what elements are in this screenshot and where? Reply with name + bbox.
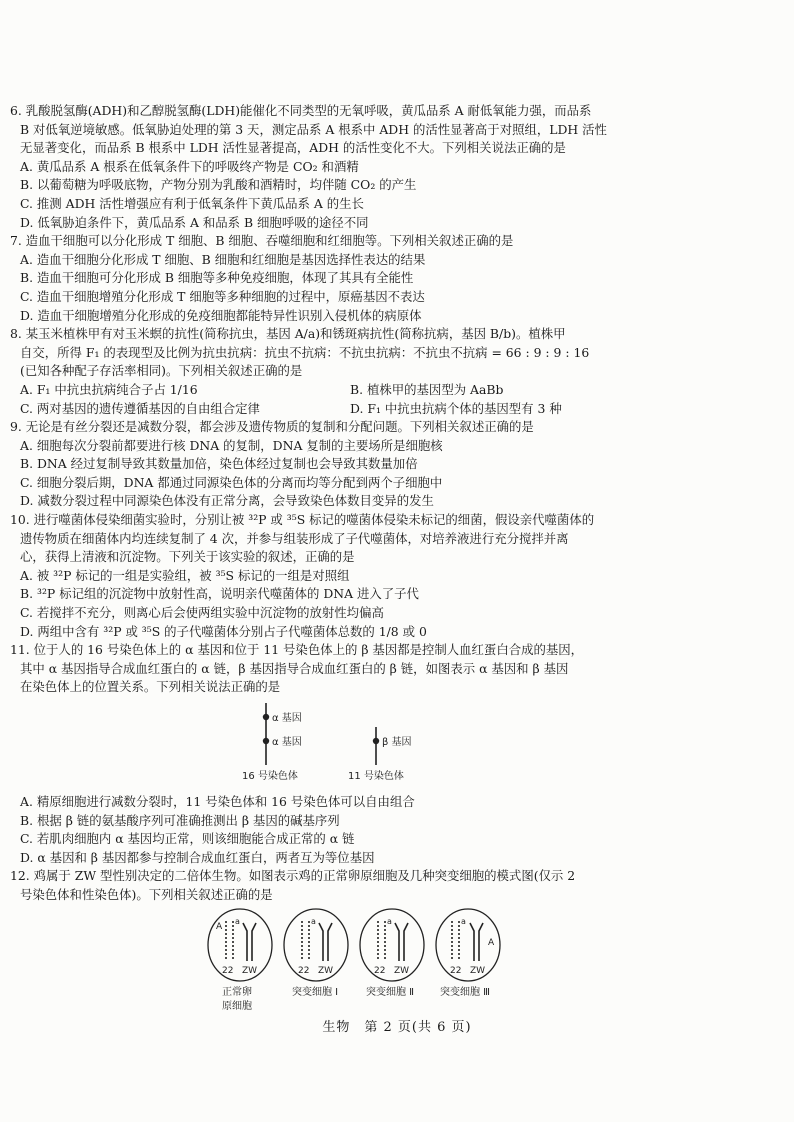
cell-caption: 突变细胞 Ⅱ [366,986,415,998]
question-10-stem-line: 10. 进行噬菌体侵染细菌实验时，分别让被 ³²P 或 ³⁵S 标记的噬菌体侵染未标记的细菌，假设亲代噬菌体的 [10,512,595,528]
question-8-option-b: B. 植株甲的基因型为 AaBb [350,381,504,397]
question-11-option-a: A. 精原细胞进行减数分裂时，11 号染色体和 16 号染色体可以自由组合 [20,794,415,809]
question-6-option-b: B. 以葡萄糖为呼吸底物，产物分别为乳酸和酒精时，均伴随 CO₂ 的产生 [20,177,417,193]
question-8-stem-line: 8. 某玉米植株甲有对玉米螟的抗性(简称抗虫，基因 A/a)和锈斑病抗性(简称抗病，基因 B/b)。植株甲 [10,326,566,342]
cell-normal-oogonium [208,909,272,1012]
chromosome-22-label: 22 [298,965,310,976]
sex-chromosome-label: ZW [470,965,486,976]
beta-gene-label: β 基因 [382,737,412,748]
question-6-stem-line: B 对低氧逆境敏感。低氧胁迫处理的第 3 天，测定品系 A 根系中 ADH 的活性显著高于对照组，LDH 活性 [20,121,607,137]
alpha-gene-label: α 基因 [272,713,302,724]
question-10-stem-line: 心，获得上清液和沉淀物。下列关于该实验的叙述，正确的是 [20,549,355,565]
beta-gene-marker [373,738,379,744]
sex-chromosome-label: ZW [242,965,258,976]
question-6-option-d: D. 低氧胁迫条件下，黄瓜品系 A 和品系 B 细胞呼吸的途径不同 [20,214,369,230]
question-6-option-c: C. 推测 ADH 活性增强应有利于低氧条件下黄瓜品系 A 的生长 [20,195,364,211]
cell-caption: 原细胞 [222,1000,252,1012]
question-12-stem-line: 12. 鸡属于 ZW 型性别决定的二倍体生物。如图表示鸡的正常卵原细胞及几种突变细胞的模式图(仅示 2 [10,868,576,884]
question-6-option-a: A. 黄瓜品系 A 根系在低氧条件下的呼吸终产物是 CO₂ 和酒精 [20,158,359,174]
question-7-option-c: C. 造血干细胞增殖分化形成 T 细胞等多种细胞的过程中，原癌基因不表达 [20,288,425,304]
question-12 [10,867,780,1014]
question-8-options-row [20,400,780,419]
cell-caption: 突变细胞 Ⅲ [440,986,491,998]
question-9-option-d: D. 减数分裂过程中同源染色体没有正常分离，会导致染色体数目变异的发生 [20,493,434,509]
question-9-option-c: C. 细胞分裂后期，DNA 都通过同源染色体的分离而均等分配到两个子细胞中 [20,474,443,490]
question-11-option-d: D. α 基因和 β 基因都参与控制合成血红蛋白，两者互为等位基因 [20,849,375,865]
question-8-stem-line: 自交，所得 F₁ 的表现型及比例为抗虫抗病：抗虫不抗病：不抗虫抗病：不抗虫不抗病 = 66 : 9 : 9 : 16 [20,344,590,360]
chromosome-11-caption: 11 号染色体 [348,771,404,782]
cell-caption: 突变细胞 Ⅰ [292,986,339,998]
question-6-stem-line: 无显著变化，而品系 B 根系中 LDH 活性显著提高，ADH 的活性变化不大。下列相关说法正确的是 [20,140,566,156]
cell-diagram [10,905,780,1015]
question-8 [10,325,780,418]
chromosome-22-label: 22 [222,965,234,976]
question-10-option-a: A. 被 ³²P 标记的一组是实验组，被 ³⁵S 标记的一组是对照组 [20,567,350,583]
question-6-stem-line: 6. 乳酸脱氢酶(ADH)和乙醇脱氢酶(LDH)能催化不同类型的无氧呼吸，黄瓜品系 A 耐低氧能力强，而品系 [10,103,592,118]
page-content [10,102,780,1015]
question-10 [10,511,780,641]
cell-caption: 正常卵 [222,986,252,998]
question-7-option-b: B. 造血干细胞可分化形成 B 细胞等多种免疫细胞，体现了其具有全能性 [20,270,414,286]
question-11-stem-line: 其中 α 基因指导合成血红蛋白的 α 链，β 基因指导合成血红蛋白的 β 链，如图表示 α 基因和 β 基因 [20,660,569,676]
question-12-stem-line: 号染色体和性染色体)。下列相关叙述正确的是 [20,886,273,902]
cell-mutant-2 [360,909,424,998]
alpha-gene-marker [263,714,269,720]
chromosome-figure [10,697,780,793]
question-8-option-d: D. F₁ 中抗虫抗病个体的基因型有 3 种 [350,400,562,416]
question-7-option-a: A. 造血干细胞分化形成 T 细胞、B 细胞和红细胞是基因选择性表达的结果 [20,251,426,267]
chromosome-diagram [10,697,780,793]
question-11-stem-line: 在染色体上的位置关系。下列相关说法正确的是 [20,679,281,695]
alpha-gene-marker [263,738,269,744]
question-7 [10,232,780,325]
question-10-option-d: D. 两组中含有 ³²P 或 ³⁵S 的子代噬菌体分别占子代噬菌体总数的 1/8 或 0 [20,623,427,639]
cell-mutant-1 [284,909,348,998]
question-6 [10,102,780,232]
allele-b-label: a [235,916,240,926]
question-11-option-c: C. 若肌肉细胞内 α 基因均正常，则该细胞能合成正常的 α 链 [20,831,355,847]
page-footer: 生物 第 2 页(共 6 页) [322,1020,472,1035]
question-11 [10,641,780,867]
allele-b-label: a [387,916,392,926]
question-7-stem-line: 7. 造血干细胞可以分化形成 T 细胞、B 细胞、吞噬细胞和红细胞等。下列相关叙述正确的是 [10,233,514,249]
sex-chromosome-label: ZW [394,965,410,976]
question-8-options-row [20,381,780,400]
chromosome-16-caption: 16 号染色体 [242,771,298,782]
allele-b-label: a [311,916,316,926]
question-8-option-a: A. F₁ 中抗虫抗病纯合子占 1/16 [20,381,198,397]
question-11-stem-line: 11. 位于人的 16 号染色体上的 α 基因和位于 11 号染色体上的 β 基因都是控制人血红蛋白合成的基因， [10,642,584,658]
question-7-option-d: D. 造血干细胞增殖分化形成的免疫细胞都能特异性识别入侵机体的病原体 [20,307,422,323]
question-10-option-b: B. ³²P 标记组的沉淀物中放射性高，说明亲代噬菌体的 DNA 进入了子代 [20,586,419,602]
alpha-gene-label: α 基因 [272,737,302,748]
question-11-option-b: B. 根据 β 链的氨基酸序列可准确推测出 β 基因的碱基序列 [20,812,340,828]
question-8-option-c: C. 两对基因的遗传遵循基因的自由组合定律 [20,400,260,416]
sex-chromosome-label: ZW [318,965,334,976]
allele-a-label: A [488,937,495,948]
cell-mutant-3 [436,909,500,998]
allele-a-label: A [216,921,223,932]
chromosome-22-label: 22 [450,965,462,976]
question-9 [10,418,780,511]
question-10-option-c: C. 若搅拌不充分，则离心后会使两组实验中沉淀物的放射性均偏高 [20,605,384,621]
question-10-stem-line: 遗传物质在细菌体内均连续复制了 4 次，并参与组装形成了子代噬菌体，对培养液进行充分搅拌并离 [20,530,569,546]
cell-figure [10,905,780,1015]
question-9-stem-line: 9. 无论是有丝分裂还是减数分裂，都会涉及遗传物质的复制和分配问题。下列相关叙述正确的是 [10,419,534,435]
question-9-option-b: B. DNA 经过复制导致其数量加倍，染色体经过复制也会导致其数量加倍 [20,456,418,472]
chromosome-22-label: 22 [374,965,386,976]
allele-b-label: a [461,916,466,926]
question-9-option-a: A. 细胞每次分裂前都要进行核 DNA 的复制，DNA 复制的主要场所是细胞核 [20,437,443,453]
question-8-stem-line: (已知各种配子存活率相同)。下列相关叙述正确的是 [20,363,303,379]
